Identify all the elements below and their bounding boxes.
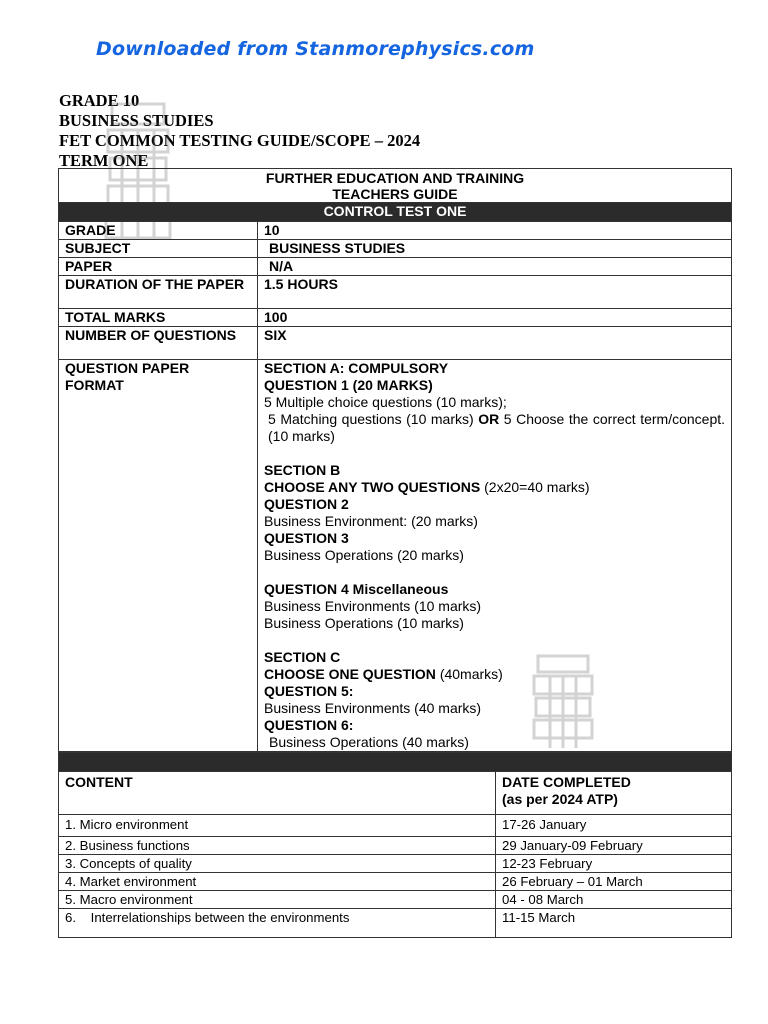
table-row: 1. Micro environment 17-26 January — [59, 815, 732, 837]
table-row: GRADE 10 — [59, 222, 732, 240]
header-term: TERM ONE — [59, 151, 149, 170]
control-test-bar: CONTROL TEST ONE — [59, 203, 732, 222]
teachers-guide — [58, 168, 732, 938]
table-row: SUBJECT BUSINESS STUDIES — [59, 240, 732, 258]
content-header-row: CONTENT DATE COMPLETED (as per 2024 ATP) — [59, 772, 732, 815]
table-row: 3. Concepts of quality 12-23 February — [59, 855, 732, 873]
table-row: 2. Business functions 29 January-09 February — [59, 837, 732, 855]
table-row: PAPER N/A — [59, 258, 732, 276]
header-guide-title: FET COMMON TESTING GUIDE/SCOPE – 2024 — [59, 131, 421, 150]
header-subject: BUSINESS STUDIES — [59, 111, 214, 130]
table-row: 6. Interrelationships between the environments 11-15 March — [59, 909, 732, 938]
content-table — [58, 752, 732, 938]
table-row: 5. Macro environment 04 - 08 March — [59, 891, 732, 909]
question-paper-format: SECTION A: COMPULSORY QUESTION 1 (20 MARKS) 5 Multiple choice questions (10 marks); 5 Matching questions (10 marks) OR 5 Choose the correct term/concept. (10 marks) SECTION B CHOOSE ANY TWO QUESTIONS (2x20=40 marks) QUESTION 2 Business Environment: (20 marks) QUESTION 3 Business Operations (20 marks) QUESTION 4 Miscellaneous Business Environments (10 marks) Business Operations (10 marks) SECTION C CHOOSE ONE QUESTION (40marks) QUESTION 5: Business Environments (40 marks) QUESTION 6: Business Operations (40 marks) — [258, 360, 732, 752]
table-row: 4. Market environment 26 February – 01 March — [59, 873, 732, 891]
download-watermark: Downloaded from Stanmorephysics.com — [96, 38, 535, 60]
guide-table — [58, 168, 732, 752]
table-row — [59, 360, 732, 752]
guide-title: FURTHER EDUCATION AND TRAINING TEACHERS GUIDE — [59, 169, 732, 203]
header-grade: GRADE 10 — [59, 91, 140, 110]
table-row: NUMBER OF QUESTIONS SIX — [59, 327, 732, 360]
table-row: DURATION OF THE PAPER 1.5 HOURS — [59, 276, 732, 309]
format-label: QUESTION PAPER FORMAT — [59, 360, 258, 752]
table-row: TOTAL MARKS 100 — [59, 309, 732, 327]
